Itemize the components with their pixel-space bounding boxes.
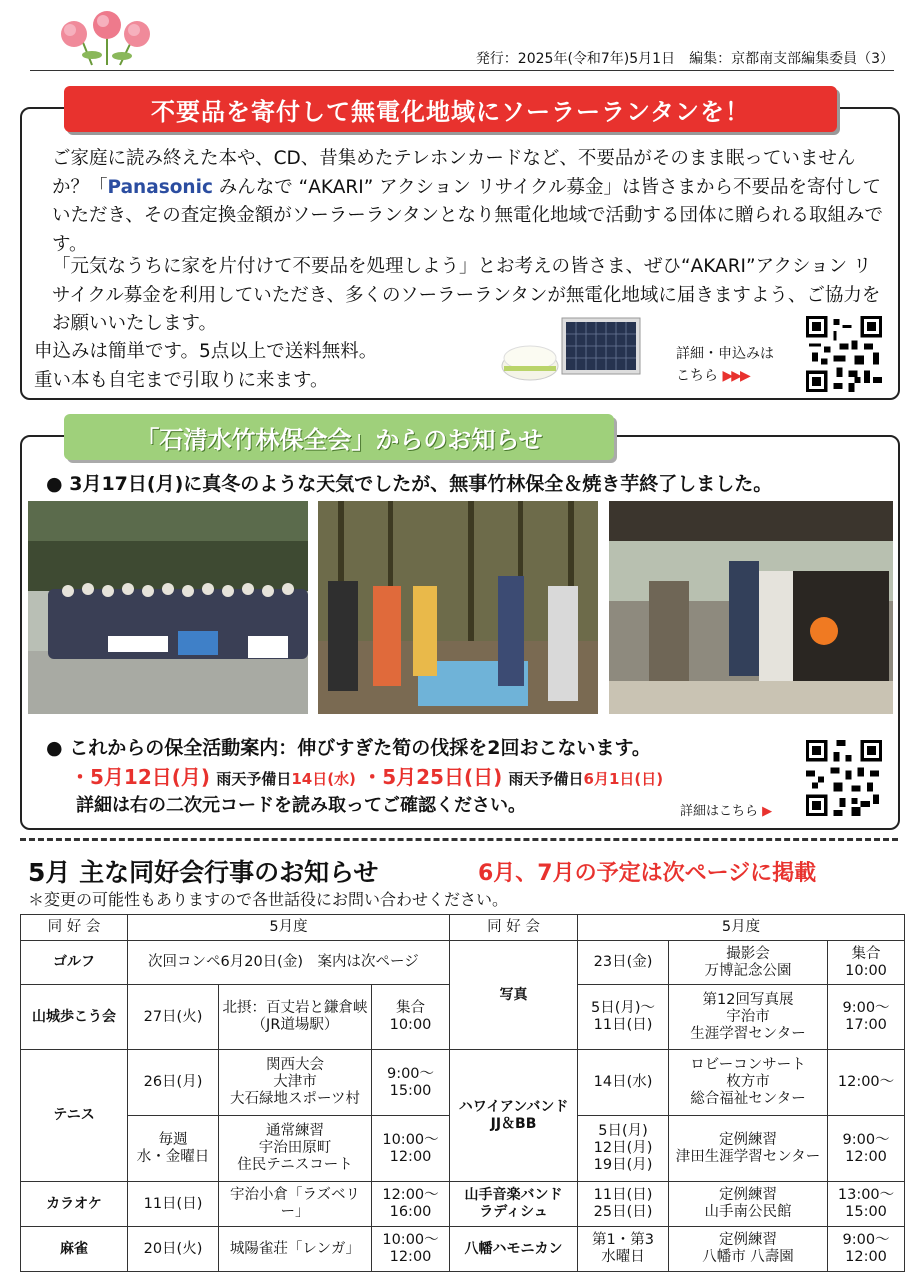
table-row: カラオケ 11日(日) 宇治小倉「ラズベリー」 12:00～ 16:00 山手音楽バンド ラディシュ 11日(日) 25日(日) 定例練習 山手南公民館 13:00～ 15:00 [21,1182,905,1227]
arrow-icon: ▶ [762,804,771,819]
bamboo-title: 「石清水竹林保全会」からのお知らせ [64,414,614,460]
akari-qr-label: 詳細・申込みは こちら ▶▶▶ [676,346,774,384]
section-divider [20,838,898,841]
table-row: 山城歩こう会 27日(火) 北摂：百丈岩と鎌倉峡 （JR道場駅） 集合 10:00 5日(月)～ 11日(日) 第12回写真展 宇治市 生涯学習センター 9:00～ 17:00 [21,985,905,1050]
group-photo [28,501,308,714]
events-table [20,914,905,1272]
akari-paragraph-3: 申込みは簡単です。5点以上で送料無料。 重い本も自宅まで引取りに来ます。 [34,341,378,391]
akari-paragraph-1: ご家庭に読み終えた本や、CD、昔集めたテレホンカードなど、不要品がそのまま眠っていませんか？「Panasonic みんなで “AKARI” アクション リサイクル募金」は皆さまから不要品を寄付していただき、その査定換金額がソーラーランタンとなり無電化地域で活動する団体に贈られる取組みです。 [52,148,884,255]
table-header-row: 同 好 会 5月度 同 好 会 5月度 [21,915,905,941]
issue-info: 発行：2025年(令和7年)5月1日 編集：京都南支部編集委員（3） [475,51,894,67]
solar-panel-image [560,316,642,378]
events-subtitle: 6月、7月の予定は次ページに掲載 [478,861,817,886]
akari-qr-code[interactable] [806,316,882,392]
akari-title: 不要品を寄付して無電化地域にソーラーランタンを！ [64,86,837,132]
bullet-icon: ● [46,737,63,759]
bamboo-guide: ● これからの保全活動案内：伸びすぎた筍の伐採を2回おこないます。 [46,737,651,759]
page-header [0,0,908,70]
panasonic-brand: Panasonic [107,176,213,198]
solar-lantern-image [500,336,560,384]
events-title: 5月 主な同好会行事のお知らせ [28,858,379,887]
bamboo-schedule: ・5月12日(月) 雨天予備日14日(水) ・5月25日(日) 雨天予備日6月1日(日) [70,765,664,789]
table-row: ゴルフ 次回コンペ6月20日(金) 案内は次ページ 写真 23日(金) 撮影会 万博記念公園 集合 10:00 [21,941,905,985]
events-note: ＊変更の可能性もありますので各世話役にお問い合わせください。 [28,890,509,909]
header-rule [30,70,894,71]
arrow-icon: ▶▶▶ [722,368,749,384]
bamboo-report: ● 3月17日(月)に真冬のような天気でしたが、無事竹林保全＆焼き芋終了しました。 [46,473,773,495]
bullet-icon: ● [46,473,63,495]
bamboo-qr-code[interactable] [806,740,882,816]
roasting-photo [609,501,893,714]
akari-paragraph-2: 「元気なうちに家を片付けて不要品を処理しよう」とお考えの皆さま、ぜひ“AKARI”アクション リサイクル募金を利用していただき、多くのソーラーランタンが無電化地域に届きますよう、ご協力をお願いいたします。 [52,256,881,334]
table-row: 麻雀 20日(火) 城陽雀荘「レンガ」 10:00～ 12:00 八幡ハモニカン 第1・第3 水曜日 定例練習 八幡市 八壽園 9:00～ 12:00 [21,1227,905,1272]
table-row: 毎週 水・金曜日 通常練習 宇治田原町 住民テニスコート 10:00～ 12:00 5日(月) 12日(月) 19日(月) 定例練習 津田生涯学習センター 9:00～ 12:00 [21,1116,905,1182]
bamboo-qr-label: 詳細はこちら ▶ [680,804,771,819]
bamboo-forest-photo [318,501,598,714]
schedule-date-2: 5月25日(日) [382,765,503,789]
schedule-date-1: 5月12日(月) [90,765,211,789]
carnation-illustration [52,10,162,66]
table-row: テニス 26日(月) 関西大会 大津市 大石緑地スポーツ村 9:00～ 15:00 ハワイアンバンド JJ＆BB 14日(水) ロビーコンサート 枚方市 総合福祉センター 12:00～ [21,1050,905,1116]
bamboo-qr-note: 詳細は右の二次元コードを読み取ってご確認ください。 [76,795,526,816]
